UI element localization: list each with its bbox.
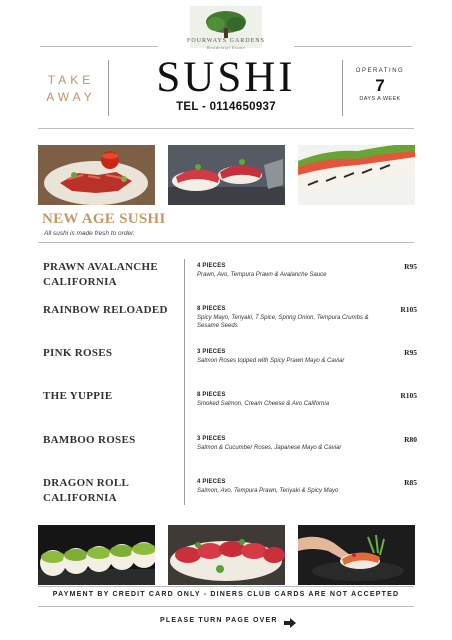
sushi-photo-tuna-plate — [38, 145, 155, 205]
footer-rule-bottom — [38, 606, 414, 607]
item-name: BAMBOO ROSES — [43, 434, 136, 446]
sushi-photo-dragon-roll — [38, 525, 155, 585]
item-description: Spicy Mayo, Teriyaki, 7 Spice, Spring Onion, Tempura Crumbs & Sesame Seeds — [197, 315, 369, 329]
item-price: R80 — [404, 435, 417, 444]
item-pieces: 8 PIECES — [197, 392, 226, 398]
sushi-photo-rainbow-roll — [298, 145, 415, 205]
operating-days-label: DAYS A WEEK — [359, 96, 401, 102]
item-pieces: 4 PIECES — [197, 479, 226, 485]
item-price: R95 — [404, 348, 417, 357]
item-price: R105 — [400, 305, 417, 314]
operating-label: OPERATING — [355, 68, 405, 74]
item-pieces: 8 PIECES — [197, 306, 226, 312]
item-name: PRAWN AVALANCHE CALIFORNIA — [43, 261, 159, 288]
logo-subtitle: Residential Estate — [207, 45, 245, 50]
items-divider — [184, 259, 185, 505]
item-name: RAINBOW RELOADED — [43, 304, 168, 316]
top-rule-left — [40, 46, 158, 47]
operating-days-number: 7 — [375, 76, 385, 95]
telephone-number: TEL - 0114650937 — [176, 101, 276, 113]
item-description: Salmon & Cucumber Roses, Japanese Mayo & Caviar — [197, 445, 342, 451]
item-price: R105 — [400, 391, 417, 400]
page-title: SUSHI — [156, 54, 296, 101]
header-divider-left — [108, 60, 109, 116]
item-price: R85 — [404, 478, 417, 487]
header-divider-right — [342, 60, 343, 116]
footer-rule-top — [38, 586, 414, 587]
item-name: THE YUPPIE — [43, 390, 113, 402]
section-rule — [38, 242, 414, 243]
item-description: Salmon Roses topped with Spicy Prawn Mayo & Caviar — [197, 358, 345, 364]
sushi-photo-tuna-roll — [168, 525, 285, 585]
logo-name: FOURWAYS GARDENS — [187, 38, 265, 44]
item-name: PINK ROSES — [43, 347, 113, 359]
section-title: NEW AGE SUSHI — [42, 211, 166, 227]
takeaway-label: TAKE AWAY — [46, 73, 96, 104]
item-pieces: 4 PIECES — [197, 263, 226, 269]
payment-notice: PAYMENT BY CREDIT CARD ONLY - DINERS CLUB CARDS ARE NOT ACCEPTED — [52, 591, 400, 598]
item-description: Prawn, Avo, Tempura Prawn & Avalanche Sauce — [197, 272, 327, 278]
item-name: DRAGON ROLL CALIFORNIA — [43, 477, 129, 504]
sushi-photo-nigiri — [168, 145, 285, 205]
item-pieces: 3 PIECES — [197, 349, 226, 355]
item-description: Salmon, Avo, Tempura Prawn, Teriyaki & Spicy Mayo — [197, 488, 339, 494]
arrow-right-icon — [284, 615, 296, 625]
turn-page-notice: PLEASE TURN PAGE OVER — [160, 617, 278, 624]
sushi-photo-hand-serving — [298, 525, 415, 585]
item-pieces: 3 PIECES — [197, 436, 226, 442]
item-price: R95 — [404, 262, 417, 271]
header-bottom-rule — [38, 128, 414, 129]
section-subtitle: All sushi is made fresh to order. — [44, 230, 135, 237]
top-rule-right — [294, 46, 412, 47]
item-description: Smoked Salmon, Cream Cheese & Avo California — [197, 401, 330, 407]
